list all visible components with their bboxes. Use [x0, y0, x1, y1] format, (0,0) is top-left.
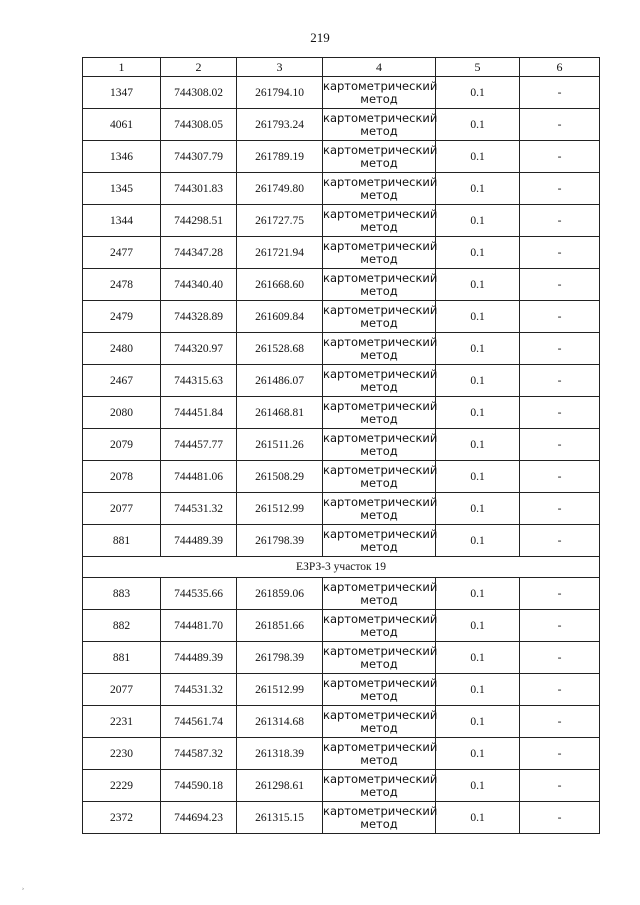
method-text: картометрический — [323, 707, 438, 722]
extra-cell: - — [520, 397, 600, 429]
extra-cell: - — [520, 173, 600, 205]
table-row — [83, 706, 600, 738]
column-header: 4 — [323, 58, 436, 77]
method-text: картометрический — [323, 579, 438, 594]
method-text: картометрический — [323, 430, 438, 445]
table-row — [83, 269, 600, 301]
extra-cell: - — [520, 461, 600, 493]
table-row — [83, 461, 600, 493]
extra-cell: - — [520, 493, 600, 525]
y-coordinate-cell: 261314.68 — [237, 706, 323, 738]
y-coordinate-cell: 261486.07 — [237, 365, 323, 397]
point-cell: 1344 — [83, 205, 161, 237]
accuracy-cell: 0.1 — [436, 141, 520, 173]
column-header: 6 — [520, 58, 600, 77]
method-cell — [323, 365, 436, 397]
accuracy-cell: 0.1 — [436, 173, 520, 205]
method-cell — [323, 333, 436, 365]
edge-mark: › — [22, 886, 24, 892]
column-header: 5 — [436, 58, 520, 77]
accuracy-cell: 0.1 — [436, 301, 520, 333]
x-coordinate-cell: 744590.18 — [161, 770, 237, 802]
x-coordinate-cell: 744347.28 — [161, 237, 237, 269]
method-text: метод — [360, 475, 398, 490]
y-coordinate-cell: 261859.06 — [237, 578, 323, 610]
point-cell: 2477 — [83, 237, 161, 269]
method-cell — [323, 205, 436, 237]
method-cell — [323, 802, 436, 834]
accuracy-cell: 0.1 — [436, 578, 520, 610]
method-text: картометрический — [323, 675, 438, 690]
extra-cell: - — [520, 237, 600, 269]
y-coordinate-cell: 261468.81 — [237, 397, 323, 429]
method-text: метод — [360, 688, 398, 703]
table-row — [83, 109, 600, 141]
y-coordinate-cell: 261789.19 — [237, 141, 323, 173]
accuracy-cell: 0.1 — [436, 525, 520, 557]
method-text: метод — [360, 507, 398, 522]
table-row — [83, 674, 600, 706]
method-text: картометрический — [323, 110, 438, 125]
extra-cell: - — [520, 141, 600, 173]
table-row — [83, 77, 600, 109]
x-coordinate-cell: 744298.51 — [161, 205, 237, 237]
y-coordinate-cell: 261315.15 — [237, 802, 323, 834]
method-text: картометрический — [323, 771, 438, 786]
method-cell — [323, 493, 436, 525]
table-row — [83, 493, 600, 525]
point-cell: 882 — [83, 610, 161, 642]
method-cell — [323, 237, 436, 269]
x-coordinate-cell: 744489.39 — [161, 642, 237, 674]
accuracy-cell: 0.1 — [436, 674, 520, 706]
extra-cell: - — [520, 429, 600, 461]
table-row — [83, 301, 600, 333]
accuracy-cell: 0.1 — [436, 269, 520, 301]
method-cell — [323, 578, 436, 610]
accuracy-cell: 0.1 — [436, 461, 520, 493]
extra-cell: - — [520, 738, 600, 770]
point-cell: 4061 — [83, 109, 161, 141]
method-text: метод — [360, 411, 398, 426]
x-coordinate-cell: 744531.32 — [161, 674, 237, 706]
y-coordinate-cell: 261668.60 — [237, 269, 323, 301]
x-coordinate-cell: 744308.05 — [161, 109, 237, 141]
method-text: метод — [360, 656, 398, 671]
point-cell: 2077 — [83, 674, 161, 706]
point-cell: 1346 — [83, 141, 161, 173]
y-coordinate-cell: 261511.26 — [237, 429, 323, 461]
y-coordinate-cell: 261851.66 — [237, 610, 323, 642]
point-cell: 1345 — [83, 173, 161, 205]
method-text: метод — [360, 123, 398, 138]
table-row — [83, 205, 600, 237]
accuracy-cell: 0.1 — [436, 205, 520, 237]
extra-cell: - — [520, 770, 600, 802]
method-text: метод — [360, 283, 398, 298]
extra-cell: - — [520, 578, 600, 610]
point-cell: 2078 — [83, 461, 161, 493]
accuracy-cell: 0.1 — [436, 237, 520, 269]
point-cell: 2080 — [83, 397, 161, 429]
method-cell — [323, 109, 436, 141]
x-coordinate-cell: 744561.74 — [161, 706, 237, 738]
table-row — [83, 802, 600, 834]
extra-cell: - — [520, 802, 600, 834]
extra-cell: - — [520, 109, 600, 141]
extra-cell: - — [520, 525, 600, 557]
extra-cell: - — [520, 77, 600, 109]
accuracy-cell: 0.1 — [436, 109, 520, 141]
accuracy-cell: 0.1 — [436, 706, 520, 738]
accuracy-cell: 0.1 — [436, 738, 520, 770]
x-coordinate-cell: 744308.02 — [161, 77, 237, 109]
extra-cell: - — [520, 706, 600, 738]
y-coordinate-cell: 261609.84 — [237, 301, 323, 333]
point-cell: 2467 — [83, 365, 161, 397]
accuracy-cell: 0.1 — [436, 642, 520, 674]
method-text: картометрический — [323, 206, 438, 221]
table-row — [83, 578, 600, 610]
method-text: картометрический — [323, 334, 438, 349]
point-cell: 2479 — [83, 301, 161, 333]
column-header: 3 — [237, 58, 323, 77]
x-coordinate-cell: 744320.97 — [161, 333, 237, 365]
coordinates-table — [82, 57, 600, 834]
x-coordinate-cell: 744531.32 — [161, 493, 237, 525]
point-cell: 1347 — [83, 77, 161, 109]
accuracy-cell: 0.1 — [436, 397, 520, 429]
point-cell: 2480 — [83, 333, 161, 365]
y-coordinate-cell: 261512.99 — [237, 493, 323, 525]
method-text: метод — [360, 219, 398, 234]
method-text: метод — [360, 91, 398, 106]
y-coordinate-cell: 261727.75 — [237, 205, 323, 237]
method-cell — [323, 397, 436, 429]
accuracy-cell: 0.1 — [436, 493, 520, 525]
column-header: 2 — [161, 58, 237, 77]
y-coordinate-cell: 261798.39 — [237, 642, 323, 674]
y-coordinate-cell: 261512.99 — [237, 674, 323, 706]
method-text: метод — [360, 752, 398, 767]
method-text: картометрический — [323, 739, 438, 754]
point-cell: 2079 — [83, 429, 161, 461]
method-cell — [323, 429, 436, 461]
table-header-row — [83, 58, 600, 77]
table-row — [83, 738, 600, 770]
method-text: метод — [360, 624, 398, 639]
method-text: метод — [360, 379, 398, 394]
table-row — [83, 397, 600, 429]
x-coordinate-cell: 744328.89 — [161, 301, 237, 333]
method-text: метод — [360, 816, 398, 831]
x-coordinate-cell: 744489.39 — [161, 525, 237, 557]
x-coordinate-cell: 744694.23 — [161, 802, 237, 834]
method-text: картометрический — [323, 78, 438, 93]
point-cell: 883 — [83, 578, 161, 610]
method-text: метод — [360, 443, 398, 458]
x-coordinate-cell: 744340.40 — [161, 269, 237, 301]
method-text: картометрический — [323, 366, 438, 381]
method-cell — [323, 77, 436, 109]
method-text: метод — [360, 187, 398, 202]
method-cell — [323, 301, 436, 333]
x-coordinate-cell: 744535.66 — [161, 578, 237, 610]
extra-cell: - — [520, 610, 600, 642]
point-cell: 2077 — [83, 493, 161, 525]
method-text: метод — [360, 155, 398, 170]
point-cell: 2372 — [83, 802, 161, 834]
point-cell: 2229 — [83, 770, 161, 802]
accuracy-cell: 0.1 — [436, 365, 520, 397]
column-header: 1 — [83, 58, 161, 77]
y-coordinate-cell: 261721.94 — [237, 237, 323, 269]
method-cell — [323, 770, 436, 802]
method-text: метод — [360, 347, 398, 362]
accuracy-cell: 0.1 — [436, 770, 520, 802]
extra-cell: - — [520, 674, 600, 706]
method-cell — [323, 141, 436, 173]
table-row — [83, 365, 600, 397]
method-text: метод — [360, 784, 398, 799]
extra-cell: - — [520, 333, 600, 365]
table-row — [83, 525, 600, 557]
method-text: картометрический — [323, 803, 438, 818]
table-row — [83, 429, 600, 461]
method-text: картометрический — [323, 526, 438, 541]
section-title: ЕЗРЗ-3 участок 19 — [83, 557, 600, 578]
table-row — [83, 770, 600, 802]
x-coordinate-cell: 744315.63 — [161, 365, 237, 397]
x-coordinate-cell: 744301.83 — [161, 173, 237, 205]
method-cell — [323, 706, 436, 738]
section-header-row — [83, 557, 600, 578]
method-text: картометрический — [323, 270, 438, 285]
x-coordinate-cell: 744587.32 — [161, 738, 237, 770]
y-coordinate-cell: 261508.29 — [237, 461, 323, 493]
method-text: картометрический — [323, 302, 438, 317]
method-text: метод — [360, 251, 398, 266]
method-text: метод — [360, 592, 398, 607]
extra-cell: - — [520, 205, 600, 237]
extra-cell: - — [520, 301, 600, 333]
table-row — [83, 173, 600, 205]
method-cell — [323, 269, 436, 301]
method-text: картометрический — [323, 398, 438, 413]
accuracy-cell: 0.1 — [436, 802, 520, 834]
method-text: метод — [360, 539, 398, 554]
y-coordinate-cell: 261793.24 — [237, 109, 323, 141]
x-coordinate-cell: 744481.70 — [161, 610, 237, 642]
table-row — [83, 642, 600, 674]
table-row — [83, 333, 600, 365]
table-body — [83, 77, 600, 834]
method-cell — [323, 738, 436, 770]
method-text: картометрический — [323, 643, 438, 658]
method-cell — [323, 173, 436, 205]
method-text: картометрический — [323, 462, 438, 477]
extra-cell: - — [520, 642, 600, 674]
page-number: 219 — [310, 30, 330, 45]
x-coordinate-cell: 744481.06 — [161, 461, 237, 493]
extra-cell: - — [520, 269, 600, 301]
method-text: картометрический — [323, 611, 438, 626]
y-coordinate-cell: 261794.10 — [237, 77, 323, 109]
method-cell — [323, 461, 436, 493]
point-cell: 2231 — [83, 706, 161, 738]
accuracy-cell: 0.1 — [436, 77, 520, 109]
y-coordinate-cell: 261298.61 — [237, 770, 323, 802]
y-coordinate-cell: 261798.39 — [237, 525, 323, 557]
x-coordinate-cell: 744307.79 — [161, 141, 237, 173]
accuracy-cell: 0.1 — [436, 610, 520, 642]
y-coordinate-cell: 261528.68 — [237, 333, 323, 365]
y-coordinate-cell: 261318.39 — [237, 738, 323, 770]
accuracy-cell: 0.1 — [436, 429, 520, 461]
method-text: картометрический — [323, 174, 438, 189]
method-text: метод — [360, 315, 398, 330]
point-cell: 2478 — [83, 269, 161, 301]
method-cell — [323, 674, 436, 706]
y-coordinate-cell: 261749.80 — [237, 173, 323, 205]
method-text: картометрический — [323, 494, 438, 509]
method-cell — [323, 610, 436, 642]
extra-cell: - — [520, 365, 600, 397]
x-coordinate-cell: 744451.84 — [161, 397, 237, 429]
method-cell — [323, 525, 436, 557]
table-row — [83, 237, 600, 269]
point-cell: 2230 — [83, 738, 161, 770]
table-row — [83, 610, 600, 642]
method-text: картометрический — [323, 142, 438, 157]
point-cell: 881 — [83, 642, 161, 674]
point-cell: 881 — [83, 525, 161, 557]
method-text: метод — [360, 720, 398, 735]
method-cell — [323, 642, 436, 674]
accuracy-cell: 0.1 — [436, 333, 520, 365]
x-coordinate-cell: 744457.77 — [161, 429, 237, 461]
method-text: картометрический — [323, 238, 438, 253]
table-row — [83, 141, 600, 173]
